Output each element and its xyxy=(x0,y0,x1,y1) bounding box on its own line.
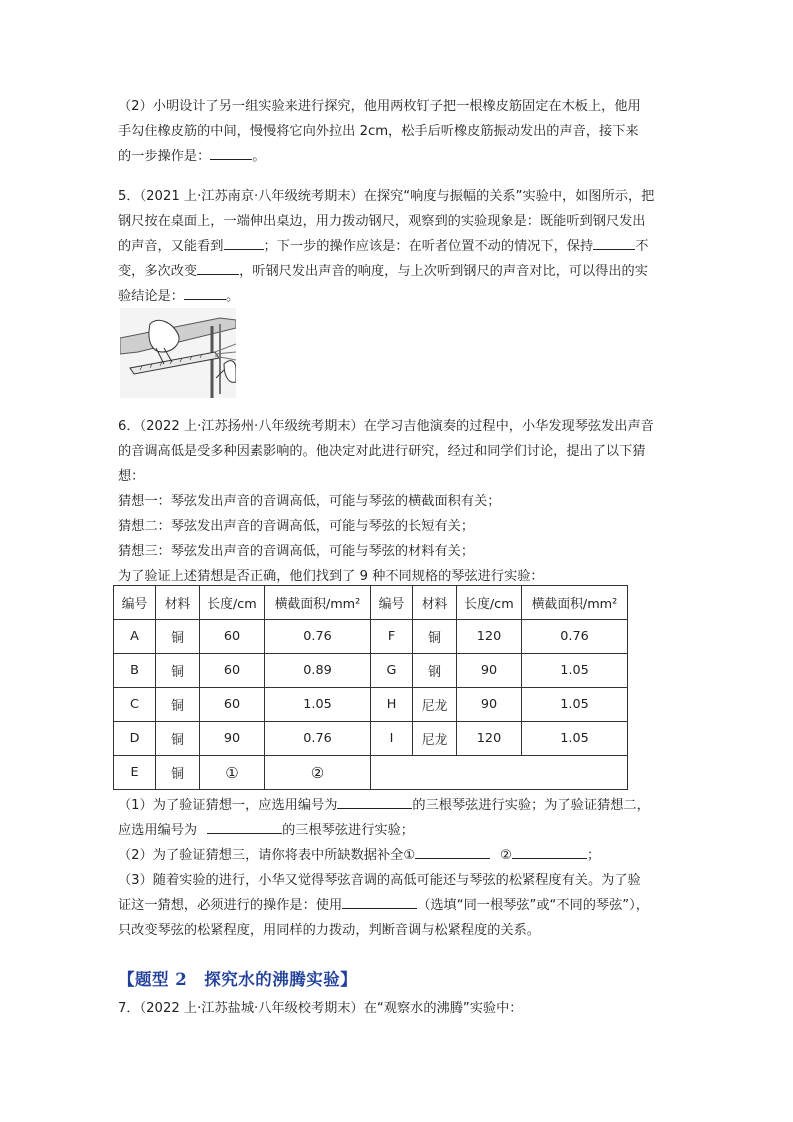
text-line xyxy=(118,284,678,309)
answer-blank[interactable] xyxy=(207,819,282,834)
text-line: （3）随着实验的进行，小华又觉得琴弦音调的高低可能还与琴弦的松紧程度有关。为了验 xyxy=(118,873,641,888)
table-cell: G xyxy=(371,654,413,688)
text-line xyxy=(118,843,678,868)
table-cell: 钢 xyxy=(413,654,457,688)
table-cell: 120 xyxy=(457,722,522,756)
text-line: 只改变琴弦的松紧程度，用同样的力拨动，判断音调与松紧程度的关系。 xyxy=(118,923,540,938)
text-segment: 的声音，又能看到 xyxy=(118,239,224,254)
answer-blank[interactable] xyxy=(337,794,412,809)
table-header: 编号 xyxy=(371,586,413,620)
table-cell: 0.76 xyxy=(265,620,371,654)
text-line xyxy=(118,144,678,169)
text-segment: ； xyxy=(586,848,601,863)
table-cell: I xyxy=(371,722,413,756)
text-segment: 变，多次改变 xyxy=(118,264,198,279)
question-7 xyxy=(118,996,678,1021)
empty-cell xyxy=(371,756,628,790)
text-segment: 的三根琴弦进行实验； xyxy=(282,823,414,838)
text-segment: （2）为了验证猜想三，请你将表中所缺数据补全① xyxy=(118,848,416,863)
text-segment: 的一步操作是： xyxy=(118,149,211,164)
text-segment: 。 xyxy=(225,289,240,304)
text-segment: 证这一猜想，必须进行的操作是：使用 xyxy=(118,898,343,913)
table-cell: E xyxy=(114,756,156,790)
table-cell: H xyxy=(371,688,413,722)
text-segment: （1）为了验证猜想一，应选用编号为 xyxy=(118,798,338,813)
missing-area-cell: ② xyxy=(265,756,371,790)
question-6 xyxy=(118,414,678,589)
string-spec-table xyxy=(113,585,628,790)
answer-blank[interactable] xyxy=(210,145,252,160)
table-header: 编号 xyxy=(114,586,156,620)
section-title: 【题型 2 探究水的沸腾实验】 xyxy=(118,970,358,989)
text-line xyxy=(118,793,678,818)
table-cell: 1.05 xyxy=(265,688,371,722)
text-line xyxy=(118,259,678,284)
table-cell: 90 xyxy=(200,722,265,756)
table-cell: 90 xyxy=(457,654,522,688)
text-segment: ，听钢尺发出声音的响度，与上次听到钢尺的声音对比，可以得出的实 xyxy=(239,264,648,279)
table-row xyxy=(114,688,628,722)
text-line: 7．（2022 上·江苏盐城·八年级校考期末）在“观察水的沸腾”实验中： xyxy=(118,1001,523,1016)
table-cell: 60 xyxy=(200,654,265,688)
table-row xyxy=(114,620,628,654)
table-cell: 60 xyxy=(200,620,265,654)
ruler-experiment-figure xyxy=(120,308,236,398)
table-cell: A xyxy=(114,620,156,654)
guess-2: 猜想二：琴弦发出声音的音调高低，可能与琴弦的长短有关； xyxy=(118,519,475,534)
text-segment: 不 xyxy=(635,239,649,254)
guess-1: 猜想一：琴弦发出声音的音调高低，可能与琴弦的横截面积有关； xyxy=(118,494,501,509)
text-segment: 的三根琴弦进行实验；为了验证猜想二， xyxy=(412,798,650,813)
text-segment: 。 xyxy=(252,149,266,164)
table-cell: 1.05 xyxy=(522,722,628,756)
table-row xyxy=(114,654,628,688)
text-line: 的音调高低是受多种因素影响的。他决定对此进行研究，经过和同学们讨论，提出了以下猜 xyxy=(118,444,646,459)
table-cell: 0.89 xyxy=(265,654,371,688)
text-line xyxy=(118,818,678,843)
table-row xyxy=(114,722,628,756)
table-cell: 铜 xyxy=(156,688,200,722)
answer-blank[interactable] xyxy=(224,235,264,250)
table-cell: 尼龙 xyxy=(413,688,457,722)
text-segment: 验结论是： xyxy=(118,289,184,304)
table-cell: 1.05 xyxy=(522,688,628,722)
table-header: 横截面积/mm² xyxy=(522,586,628,620)
table-cell: 60 xyxy=(200,688,265,722)
table-cell: C xyxy=(114,688,156,722)
text-line: 想： xyxy=(118,469,145,484)
answer-blank[interactable] xyxy=(512,844,587,859)
text-segment: 应选用编号为 xyxy=(118,823,198,838)
question-4-part-2 xyxy=(118,94,678,169)
answer-blank[interactable] xyxy=(184,285,226,300)
table-cell: D xyxy=(114,722,156,756)
table-cell: 尼龙 xyxy=(413,722,457,756)
text-line: 为了验证上述猜想是否正确，他们找到了 9 种不同规格的琴弦进行实验： xyxy=(118,569,544,584)
text-line: 钢尺按在桌面上，一端伸出桌边，用力拨动钢尺，观察到的实验现象是：既能听到钢尺发出 xyxy=(118,214,646,229)
answer-blank[interactable] xyxy=(593,235,635,250)
table-header: 横截面积/mm² xyxy=(265,586,371,620)
table-header: 材料 xyxy=(413,586,457,620)
text-segment: ② xyxy=(500,848,512,863)
table-header: 长度/cm xyxy=(200,586,265,620)
table-cell: 0.76 xyxy=(265,722,371,756)
answer-blank[interactable] xyxy=(197,260,239,275)
table-cell: 铜 xyxy=(413,620,457,654)
table-cell: 1.05 xyxy=(522,654,628,688)
table-header: 材料 xyxy=(156,586,200,620)
table-cell: 铜 xyxy=(156,654,200,688)
text-line: 6．（2022 上·江苏扬州·八年级统考期末）在学习吉他演奏的过程中，小华发现琴弦发出声音 xyxy=(118,419,654,434)
question-5 xyxy=(118,184,678,309)
text-line: 5．（2021 上·江苏南京·八年级统考期末）在探究“响度与振幅的关系”实验中，如图所示，把 xyxy=(118,189,655,204)
table-row xyxy=(114,756,628,790)
table-header: 长度/cm xyxy=(457,586,522,620)
text-line: （2）小明设计了另一组实验来进行探究，他用两枚钉子把一根橡皮筋固定在木板上，他用 xyxy=(118,99,641,114)
table-cell: F xyxy=(371,620,413,654)
answer-blank[interactable] xyxy=(415,844,490,859)
table-header-row xyxy=(114,586,628,620)
table-cell: 铜 xyxy=(156,620,200,654)
text-segment: （选填“同一根琴弦”或“不同的琴弦”）， xyxy=(417,898,649,913)
answer-blank[interactable] xyxy=(342,894,417,909)
table-cell: 90 xyxy=(457,688,522,722)
table-cell: 铜 xyxy=(156,756,200,790)
text-line xyxy=(118,234,678,259)
text-line xyxy=(118,893,678,918)
guess-3: 猜想三：琴弦发出声音的音调高低，可能与琴弦的材料有关； xyxy=(118,544,475,559)
table-cell: 120 xyxy=(457,620,522,654)
text-line: 手勾住橡皮筋的中间，慢慢将它向外拉出 2cm，松手后听橡皮筋振动发出的声音，接下来 xyxy=(118,124,639,139)
question-6-parts xyxy=(118,793,678,943)
table-cell: B xyxy=(114,654,156,688)
table-cell: 0.76 xyxy=(522,620,628,654)
missing-length-cell: ① xyxy=(200,756,265,790)
text-segment: ；下一步的操作应该是：在听者位置不动的情况下，保持 xyxy=(263,239,594,254)
table-cell: 铜 xyxy=(156,722,200,756)
